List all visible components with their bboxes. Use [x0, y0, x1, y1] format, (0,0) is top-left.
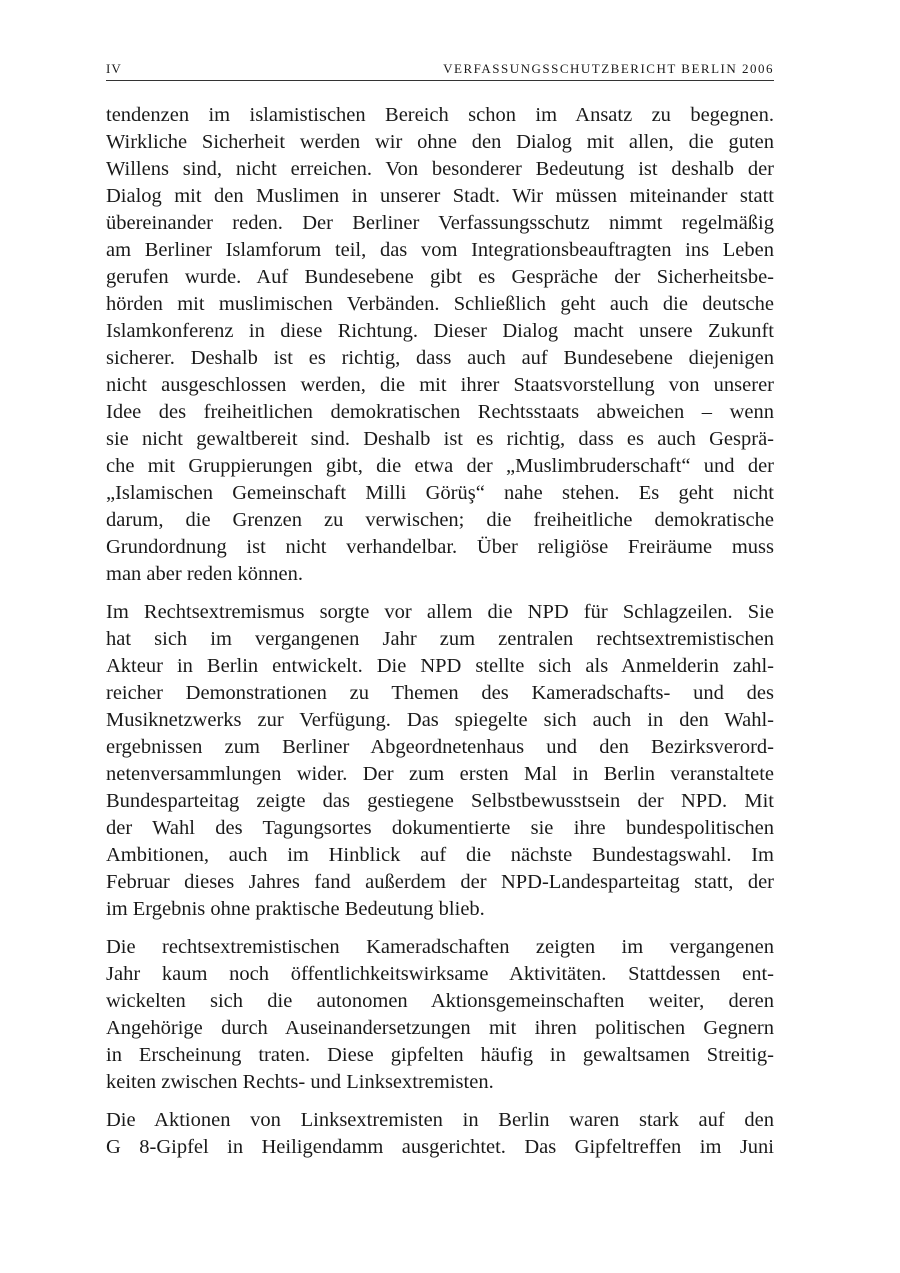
text-line: der Wahl des Tagungsortes dokumentierte sie ihre bundespolitischen [106, 817, 774, 839]
text-line: Islamkonferenz in diese Richtung. Dieser Dialog macht unsere Zukunft [106, 320, 774, 342]
text-line: wickelten sich die autonomen Aktionsgemeinschaften weiter, deren [106, 990, 774, 1012]
running-title: VERFASSUNGSSCHUTZBERICHT BERLIN 2006 [443, 61, 774, 76]
text-line: sie nicht gewaltbereit sind. Deshalb ist es richtig, dass es auch Gesprä- [106, 428, 774, 450]
text-line: „Islamischen Gemeinschaft Milli Görüş“ nahe stehen. Es geht nicht [106, 482, 774, 504]
text-line: nicht ausgeschlossen werden, die mit ihrer Staatsvorstellung von unserer [106, 374, 774, 396]
text-line: Die rechtsextremistischen Kameradschaften zeigten im vergangenen [106, 936, 774, 958]
text-line: Jahr kaum noch öffentlichkeitswirksame Aktivitäten. Stattdessen ent- [106, 963, 774, 985]
paragraph [106, 1107, 774, 1161]
text-line: Die Aktionen von Linksextremisten in Berlin waren stark auf den [106, 1109, 774, 1131]
text-line: Ambitionen, auch im Hinblick auf die nächste Bundestagswahl. Im [106, 844, 774, 866]
text-line: reicher Demonstrationen zu Themen des Kameradschafts- und des [106, 682, 774, 704]
text-line: Akteur in Berlin entwickelt. Die NPD stellte sich als Anmelderin zahl- [106, 655, 774, 677]
document-page [106, 58, 774, 1172]
text-line: netenversammlungen wider. Der zum ersten Mal in Berlin veranstaltete [106, 763, 774, 785]
text-line: Willens sind, nicht erreichen. Von besonderer Bedeutung ist deshalb der [106, 158, 774, 180]
text-line: am Berliner Islamforum teil, das vom Integrationsbeauftragten ins Leben [106, 239, 774, 261]
text-line: hörden mit muslimischen Verbänden. Schließlich geht auch die deutsche [106, 293, 774, 315]
text-line: hat sich im vergangenen Jahr zum zentralen rechtsextremistischen [106, 628, 774, 650]
text-line: sicherer. Deshalb ist es richtig, dass auch auf Bundesebene diejenigen [106, 347, 774, 369]
text-line: Dialog mit den Muslimen in unserer Stadt. Wir müssen miteinander statt [106, 185, 774, 207]
text-line: Musiknetzwerks zur Verfügung. Das spiegelte sich auch in den Wahl- [106, 709, 774, 731]
text-line: Grundordnung ist nicht verhandelbar. Über religiöse Freiräume muss [106, 536, 774, 558]
paragraph [106, 934, 774, 1096]
page-number: IV [106, 61, 122, 76]
text-line: Im Rechtsextremismus sorgte vor allem die NPD für Schlagzeilen. Sie [106, 601, 774, 623]
text-line: che mit Gruppierungen gibt, die etwa der „Muslimbruderschaft“ und der [106, 455, 774, 477]
text-line: in Erscheinung traten. Diese gipfelten häufig in gewaltsamen Streitig- [106, 1044, 774, 1066]
text-line: darum, die Grenzen zu verwischen; die freiheitliche demokratische [106, 509, 774, 531]
text-line: tendenzen im islamistischen Bereich schon im Ansatz zu begegnen. [106, 104, 774, 126]
text-line: gerufen wurde. Auf Bundesebene gibt es Gespräche der Sicherheitsbe- [106, 266, 774, 288]
paragraph [106, 599, 774, 923]
text-line: übereinander reden. Der Berliner Verfassungsschutz nimmt regelmäßig [106, 212, 774, 234]
text-line: Angehörige durch Auseinandersetzungen mit ihren politischen Gegnern [106, 1017, 774, 1039]
text-line: man aber reden können. [106, 563, 303, 585]
running-header [106, 58, 774, 81]
text-line: ergebnissen zum Berliner Abgeordnetenhaus und den Bezirksverord- [106, 736, 774, 758]
text-line: im Ergebnis ohne praktische Bedeutung blieb. [106, 898, 485, 920]
text-line: Idee des freiheitlichen demokratischen Rechtsstaats abweichen – wenn [106, 401, 774, 423]
text-line: Februar dieses Jahres fand außerdem der NPD-Landesparteitag statt, der [106, 871, 774, 893]
body-text [106, 102, 774, 1161]
text-line: G 8-Gipfel in Heiligendamm ausgerichtet. Das Gipfeltreffen im Juni [106, 1136, 774, 1158]
text-line: Wirkliche Sicherheit werden wir ohne den Dialog mit allen, die guten [106, 131, 774, 153]
text-line: Bundesparteitag zeigte das gestiegene Selbstbewusstsein der NPD. Mit [106, 790, 774, 812]
paragraph [106, 102, 774, 588]
text-line: keiten zwischen Rechts- und Linksextremisten. [106, 1071, 494, 1093]
